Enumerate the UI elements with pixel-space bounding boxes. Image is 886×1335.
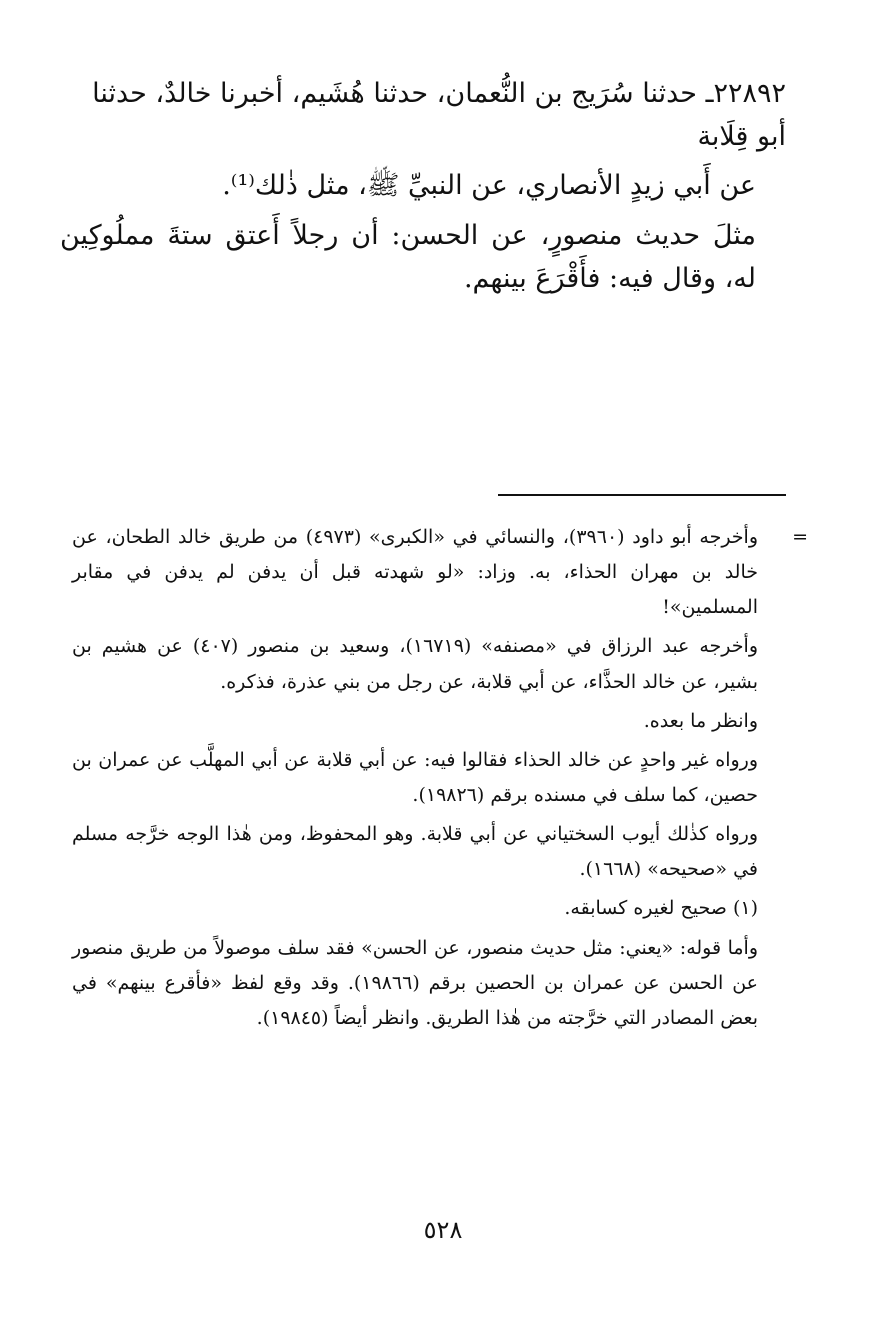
hadith-line-5: مملُوكِين له، وقال فيه: فأَقْرَعَ بينهم. bbox=[60, 219, 756, 294]
footnotes bbox=[72, 520, 808, 1040]
hadith-line-4: مثلَ حديث منصورٍ، عن الحسن: أن رجلاً أَعتق ستةَ bbox=[167, 219, 756, 251]
footnote-block bbox=[72, 520, 808, 625]
hadith-line-2: أبو قِلَابة bbox=[697, 121, 786, 153]
footnote-paragraph-7: وأما قوله: «يعني: مثل حديث منصور، عن الحسن» فقد سلف موصولاً من طريق منصور عن الحسن عن عمران بن الحصين برقم (١٩٨٦٦). وقد وقع لفظ «فأقرع بينهم» في بعض المصادر التي خرَّجته من هٰذا الطريق. وانظر أيضاً (١٩٨٤٥). bbox=[72, 936, 758, 1029]
footnote-separator bbox=[498, 494, 786, 496]
hadith-isnad bbox=[60, 72, 786, 158]
footnote-paragraph-5: ورواه كذٰلك أيوب السختياني عن أبي قلابة. وهو المحفوظ، ومن هٰذا الوجه خرَّجه مسلم في «صحيحه» (١٦٦٨). bbox=[72, 823, 758, 881]
footnote-paragraph-2: وأخرجه عبد الرزاق في «مصنفه» (١٦٧١٩)، وسعيد بن منصور (٤٠٧) عن هشيم بن بشير، عن خالد الحذَّاء، عن أبي قلابة، عن رجل من بني عذرة، فذكره. bbox=[72, 635, 758, 693]
hadith-line-1: ٢٢٨٩٢ـ حدثنا سُرَيج بن النُّعمان، حدثنا هُشَيم، أخبرنا خالدٌ، حدثنا bbox=[92, 78, 786, 109]
footnote-paragraph-3: وانظر ما بعده. bbox=[643, 709, 758, 732]
footnote-1: (١) صحيح لغيره كسابقه. bbox=[564, 897, 758, 920]
footnote-paragraph-4: ورواه غير واحدٍ عن خالد الحذاء فقالوا فيه: عن أبي قلابة عن أبي المهلَّب عن عمران بن حصين، كما سلف في مسنده برقم (١٩٨٢٦). bbox=[72, 748, 758, 806]
hadith-chain: عن أَبي زيدٍ الأنصاري، عن النبيِّ ﷺ، مثل ذٰلك⁽¹⁾. bbox=[222, 170, 756, 202]
page-number: ٥٢٨ bbox=[423, 1216, 463, 1244]
footnote-paragraph-1: وأخرجه أبو داود (٣٩٦٠)، والنسائي في «الكبرى» (٤٩٧٣) من طريق خالد الطحان، عن خالد بن مهران الحذاء، به. وزاد: «لو شهدته قبل أن يدفن لم يدفن في مقابر المسلمين»! bbox=[72, 526, 759, 619]
continuation-mark: = bbox=[792, 526, 808, 548]
hadith-text bbox=[60, 72, 786, 306]
hadith-matn bbox=[60, 214, 786, 300]
